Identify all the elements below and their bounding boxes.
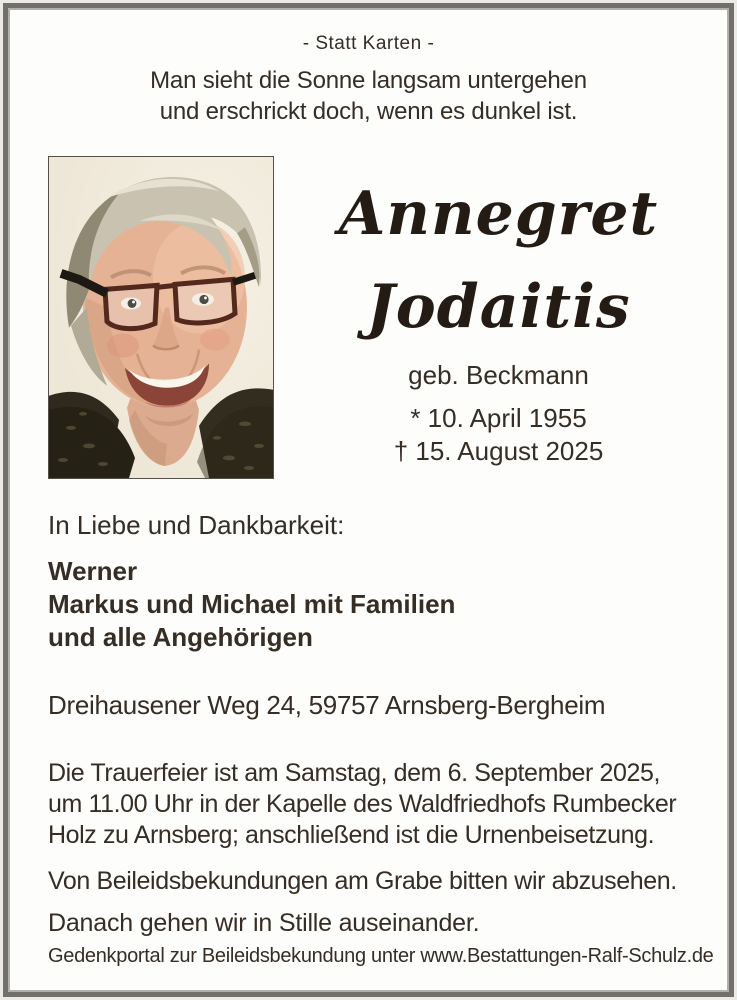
epigraph-line-1: Man sieht die Sonne langsam untergehen (150, 67, 587, 94)
birth-name: geb. Beckmann (408, 360, 589, 390)
closing-line: Danach gehen wir in Stille auseinander. (48, 909, 480, 937)
address-line: Dreihausener Weg 24, 59757 Arnsberg-Bergheim (48, 690, 606, 720)
memorial-portal-note: Gedenkportal zur Beileidsbekundung unter www.Bestattungen-Ralf-Schulz.de (48, 945, 714, 967)
funeral-details-line: Die Trauerfeier ist am Samstag, dem 6. September 2025, (48, 759, 661, 787)
pre-title: - Statt Karten - (302, 33, 435, 54)
funeral-details (48, 758, 728, 851)
birth-date: * 10. April 1955 (410, 403, 587, 433)
epigraph (18, 65, 719, 127)
epigraph-line-2: und erschrickt doch, wenn es dunkel ist. (159, 98, 578, 125)
funeral-details-line: Holz zu Arnsberg; anschließend ist die Urnenbeisetzung. (48, 821, 655, 849)
mourner-line: und alle Angehörigen (48, 622, 313, 652)
notice-frame (3, 3, 734, 997)
portrait-illustration (49, 157, 273, 478)
funeral-details-line: um 11.00 Uhr in der Kapelle des Waldfriedhofs Rumbecker (48, 790, 677, 818)
mourner-line: Werner (48, 556, 138, 586)
mourners-list (48, 555, 455, 654)
notice-content (18, 18, 719, 982)
deceased-last-name: Jodaitis (366, 272, 631, 342)
mourner-line: Markus und Michael mit Familien (48, 589, 456, 619)
death-date: † 15. August 2025 (393, 436, 604, 466)
salutation: In Liebe und Dankbarkeit: (48, 510, 345, 540)
deceased-first-name: Annegret (338, 179, 659, 249)
portrait-photo (48, 156, 274, 479)
deceased-name (278, 168, 719, 354)
life-dates (278, 402, 719, 468)
condolence-request: Von Beileidsbekundungen am Grabe bitten wir abzusehen. (48, 867, 677, 895)
